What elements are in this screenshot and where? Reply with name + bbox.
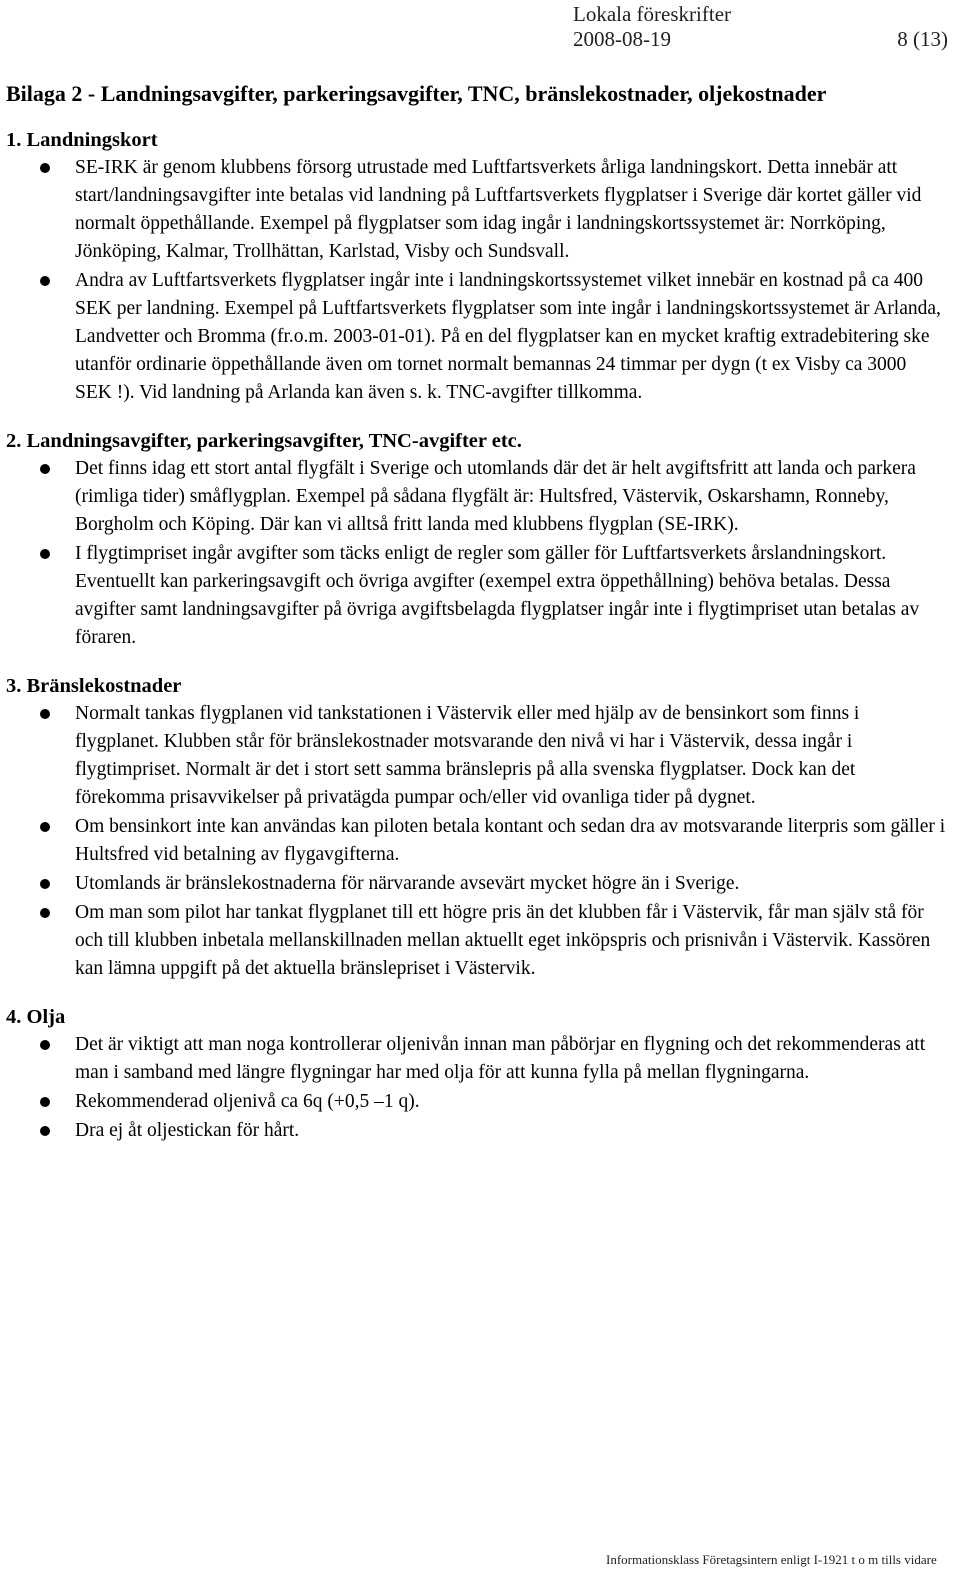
page-number: 8 (13)	[897, 27, 948, 51]
section-heading: 4. Olja	[6, 1006, 66, 1028]
list-item: Utomlands är bränslekostnaderna för närvarande avsevärt mycket högre än i Sverige.	[6, 870, 946, 898]
list-item: SE-IRK är genom klubbens försorg utrustade med Luftfartsverkets årliga landningskort. Detta innebär att start/landningsavgifter inte betalas vid landning på Luftfartsverkets flygplatser i Sverige där kortet gäller vid normalt öppethållande. Exempel på flygplatser som idag ingår i landningskortssystemet är: Norrköping, Jönköping, Kalmar, Trollhättan, Karlstad, Visby och Sundsvall.	[6, 154, 946, 266]
bullet-icon	[40, 549, 50, 559]
list-item: Det finns idag ett stort antal flygfält i Sverige och utomlands där det är helt avgiftsfritt att landa och parkera (rimliga tider) småflygplan. Exempel på sådana flygfält är: Hultsfred, Västervik, Oskarshamn, Ronneby, Borgholm och Köping. Där kan vi alltså fritt landa med klubbens flygplan (SE-IRK).	[6, 455, 946, 539]
list-item: Rekommenderad oljenivå ca 6q (+0,5 –1 q).	[6, 1088, 946, 1116]
classification-footer: Informationsklass Företagsintern enligt I-1921 t o m tills vidare	[606, 1552, 937, 1567]
bullet-icon	[40, 1097, 50, 1107]
page-header	[0, 0, 960, 60]
section-heading: 2. Landningsavgifter, parkeringsavgifter, TNC-avgifter etc.	[6, 430, 522, 452]
document-body	[6, 80, 946, 1171]
section-heading: 3. Bränslekostnader	[6, 675, 182, 697]
list-item: Om bensinkort inte kan användas kan piloten betala kontant och sedan dra av motsvarande literpris som gäller i Hultsfred vid betalning av flygavgifterna.	[6, 813, 946, 869]
bullet-list	[6, 700, 946, 983]
bullet-icon	[40, 709, 50, 719]
document-title: Lokala föreskrifter	[573, 2, 732, 26]
appendix-title: Bilaga 2 - Landningsavgifter, parkeringsavgifter, TNC, bränslekostnader, oljekostnader	[6, 81, 827, 106]
list-item: Andra av Luftfartsverkets flygplatser ingår inte i landningskortssystemet vilket innebär en kostnad på ca 400 SEK per landning. Exempel på Luftfartsverkets flygplatser som inte ingår i landningskortssystemet är Arlanda, Landvetter och Bromma (fr.o.m. 2003-01-01). På en del flygplatser kan en mycket kraftig extradebitering ske utanför ordinarie öppethållande även om tornet normalt bemannas 24 timmar per dygn (t ex Visby ca 3000 SEK !). Vid landning på Arlanda kan även s. k. TNC-avgifter tillkomma.	[6, 267, 946, 407]
bullet-icon	[40, 1126, 50, 1136]
bullet-icon	[40, 276, 50, 286]
bullet-icon	[40, 1040, 50, 1050]
list-item: Dra ej åt oljestickan för hårt.	[6, 1117, 946, 1145]
bullet-icon	[40, 163, 50, 173]
section-branslekostnader	[6, 672, 946, 983]
bullet-icon	[40, 822, 50, 832]
bullet-list	[6, 1031, 946, 1145]
bullet-list	[6, 455, 946, 652]
list-item: I flygtimpriset ingår avgifter som täcks enligt de regler som gäller för Luftfartsverkets årslandningskort. Eventuellt kan parkeringsavgift och övriga avgifter (exempel extra öppethållning) behöva betalas. Dessa avgifter samt landningsavgifter på övriga avgiftsbelagda flygplatser ingår inte i flygtimpriset utan betalas av föraren.	[6, 540, 946, 652]
document-date: 2008-08-19	[573, 27, 671, 51]
section-landningsavgifter	[6, 427, 946, 652]
list-item: Om man som pilot har tankat flygplanet till ett högre pris än det klubben får i Västervik, får man själv stå för och till klubben inbetala mellanskillnaden mellan aktuellt eget inköpspris och prisnivån i Västervik. Kassören kan lämna uppgift på det aktuella bränslepriset i Västervik.	[6, 899, 946, 983]
section-heading: 1. Landningskort	[6, 129, 158, 151]
section-landningskort	[6, 126, 946, 407]
bullet-list	[6, 154, 946, 407]
bullet-icon	[40, 464, 50, 474]
list-item: Normalt tankas flygplanen vid tankstationen i Västervik eller med hjälp av de bensinkort som finns i flygplanet. Klubben står för bränslekostnader motsvarande den nivå vi har i Västervik, dessa ingår i flygtimpriset. Normalt är det i stort sett samma bränslepris på alla svenska flygplatser. Dock kan det förekomma prisavvikelser på privatägda pumpar och/eller vid ovanliga tider på dygnet.	[6, 700, 946, 812]
list-item: Det är viktigt att man noga kontrollerar oljenivån innan man påbörjar en flygning och det rekommenderas att man i samband med längre flygningar har med olja för att kunna fylla på mellan flygningarna.	[6, 1031, 946, 1087]
bullet-icon	[40, 908, 50, 918]
section-olja	[6, 1003, 946, 1145]
bullet-icon	[40, 879, 50, 889]
